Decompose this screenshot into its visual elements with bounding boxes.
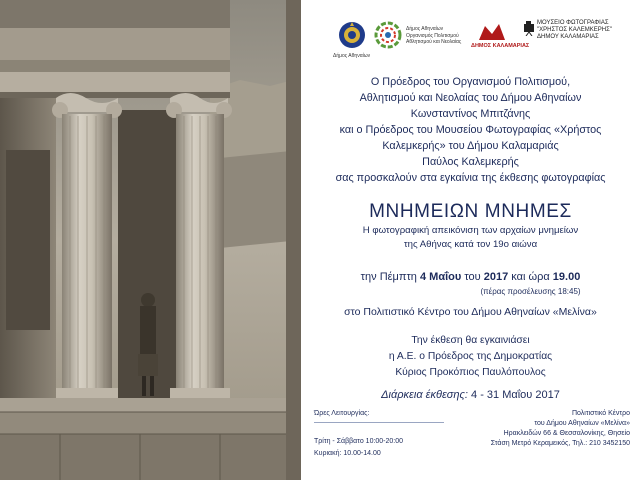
intro-line-2: Αθλητισμού και Νεολαίας του Δήμου Αθηναίων bbox=[359, 92, 582, 104]
opening-line-1: Την έκθεση θα εγκαινιάσει bbox=[411, 335, 530, 346]
opanda-label-1: Δήμος Αθηναίων bbox=[406, 26, 444, 32]
opening-line-2: η Α.Ε. ο Πρόεδρος της Δημοκρατίας bbox=[388, 351, 553, 362]
opanda-logo bbox=[373, 20, 462, 55]
exhibition-subtitle-1: Η φωτογραφική απεικόνιση των αρχαίων μνημείων bbox=[362, 225, 579, 236]
address-line-2: του Δήμου Αθηναίων «Μελίνα» bbox=[534, 420, 630, 427]
intro-line-3: Κωνσταντίνος Μπιτζάνης bbox=[410, 108, 531, 120]
intro-line-7: σας προσκαλούν στα εγκαίνια της έκθεσης φωτογραφίας bbox=[335, 172, 606, 184]
date-mid: του bbox=[464, 271, 481, 283]
hours-heading: Ώρες Λειτουργίας: bbox=[314, 410, 370, 417]
event-date bbox=[301, 271, 640, 283]
hours-weekdays: Τρίτη - Σάββατο 10:00-20:00 bbox=[314, 438, 404, 445]
exhibition-subtitle-2: της Αθήνας κατά τον 19ο αιώνα bbox=[403, 239, 538, 250]
temple-photograph bbox=[0, 0, 301, 480]
arrival-note: (πέρας προσέλευσης 18:45) bbox=[480, 287, 581, 296]
museum-label-2: "ΧΡΗΣΤΟΣ ΚΑΛΕΜΚΕΡΗΣ" bbox=[537, 27, 612, 33]
time-value: 19.00 bbox=[552, 271, 581, 283]
opanda-label-2: Οργανισμός Πολιτισμού bbox=[406, 33, 459, 39]
kalamaria-emblem-icon bbox=[477, 20, 507, 42]
camera-icon bbox=[523, 20, 535, 36]
hours-sunday: Κυριακή: 10.00-14.00 bbox=[314, 450, 381, 457]
museum-label-1: ΜΟΥΣΕΙΟ ΦΩΤΟΓΡΑΦΙΑΣ bbox=[537, 20, 609, 26]
address-line-3: Ηρακλειδών 66 & Θεσσαλονίκης, Θησείο bbox=[503, 430, 630, 437]
acropolis-photo-illustration bbox=[0, 0, 301, 480]
opanda-label-3: Αθλητισμού και Νεολαίας bbox=[406, 39, 462, 45]
address-line-4: Στάση Μετρό Κεραμεικός, Τηλ.: 210 3452150 bbox=[490, 440, 630, 447]
kalamaria-logo-label: ΔΗΜΟΣ ΚΑΛΑΜΑΡΙΑΣ bbox=[471, 43, 530, 49]
intro-line-5: Καλεμκερής» του Δήμου Καλαμαριάς bbox=[382, 140, 559, 152]
kalamaria-municipality-logo bbox=[471, 20, 530, 49]
opening-line-3: Κύριος Προκόπιος Παυλόπουλος bbox=[395, 367, 546, 378]
date-prefix: την Πέμπτη bbox=[360, 271, 417, 283]
date-year: 2017 bbox=[483, 271, 509, 283]
duration-label: Διάρκεια έκθεσης: bbox=[381, 389, 468, 401]
duration-value: 4 - 31 Μαΐου 2017 bbox=[471, 389, 560, 401]
exhibition-duration bbox=[301, 389, 640, 401]
time-prefix: και ώρα bbox=[511, 271, 550, 283]
intro-line-4: και ο Πρόεδρος του Μουσείου Φωτογραφίας «Χρήστος bbox=[339, 124, 602, 136]
athens-logo-label: Δήμος Αθηναίων bbox=[333, 53, 371, 59]
intro-line-6: Παύλος Καλεμκερής bbox=[422, 156, 519, 168]
sponsor-logos bbox=[301, 0, 640, 72]
opanda-ring-icon bbox=[373, 20, 403, 50]
date-day: 4 Μαΐου bbox=[420, 271, 462, 283]
exhibition-title: ΜΝΗΜΕΙΩΝ ΜΝΗΜΕΣ bbox=[369, 201, 572, 222]
athens-emblem-icon bbox=[337, 20, 367, 54]
event-venue: στο Πολιτιστικό Κέντρο του Δήμου Αθηναίων «Μελίνα» bbox=[344, 306, 597, 318]
museum-label-3: ΔΗΜΟΥ ΚΑΛΑΜΑΡΙΑΣ bbox=[537, 34, 599, 40]
intro-line-1: Ο Πρόεδρος του Οργανισμού Πολιτισμού, bbox=[370, 76, 571, 88]
photography-museum-logo bbox=[523, 20, 612, 41]
hours-divider bbox=[314, 422, 444, 423]
address-line-1: Πολιτιστικό Κέντρο bbox=[571, 410, 630, 417]
athens-municipality-logo bbox=[333, 20, 371, 59]
